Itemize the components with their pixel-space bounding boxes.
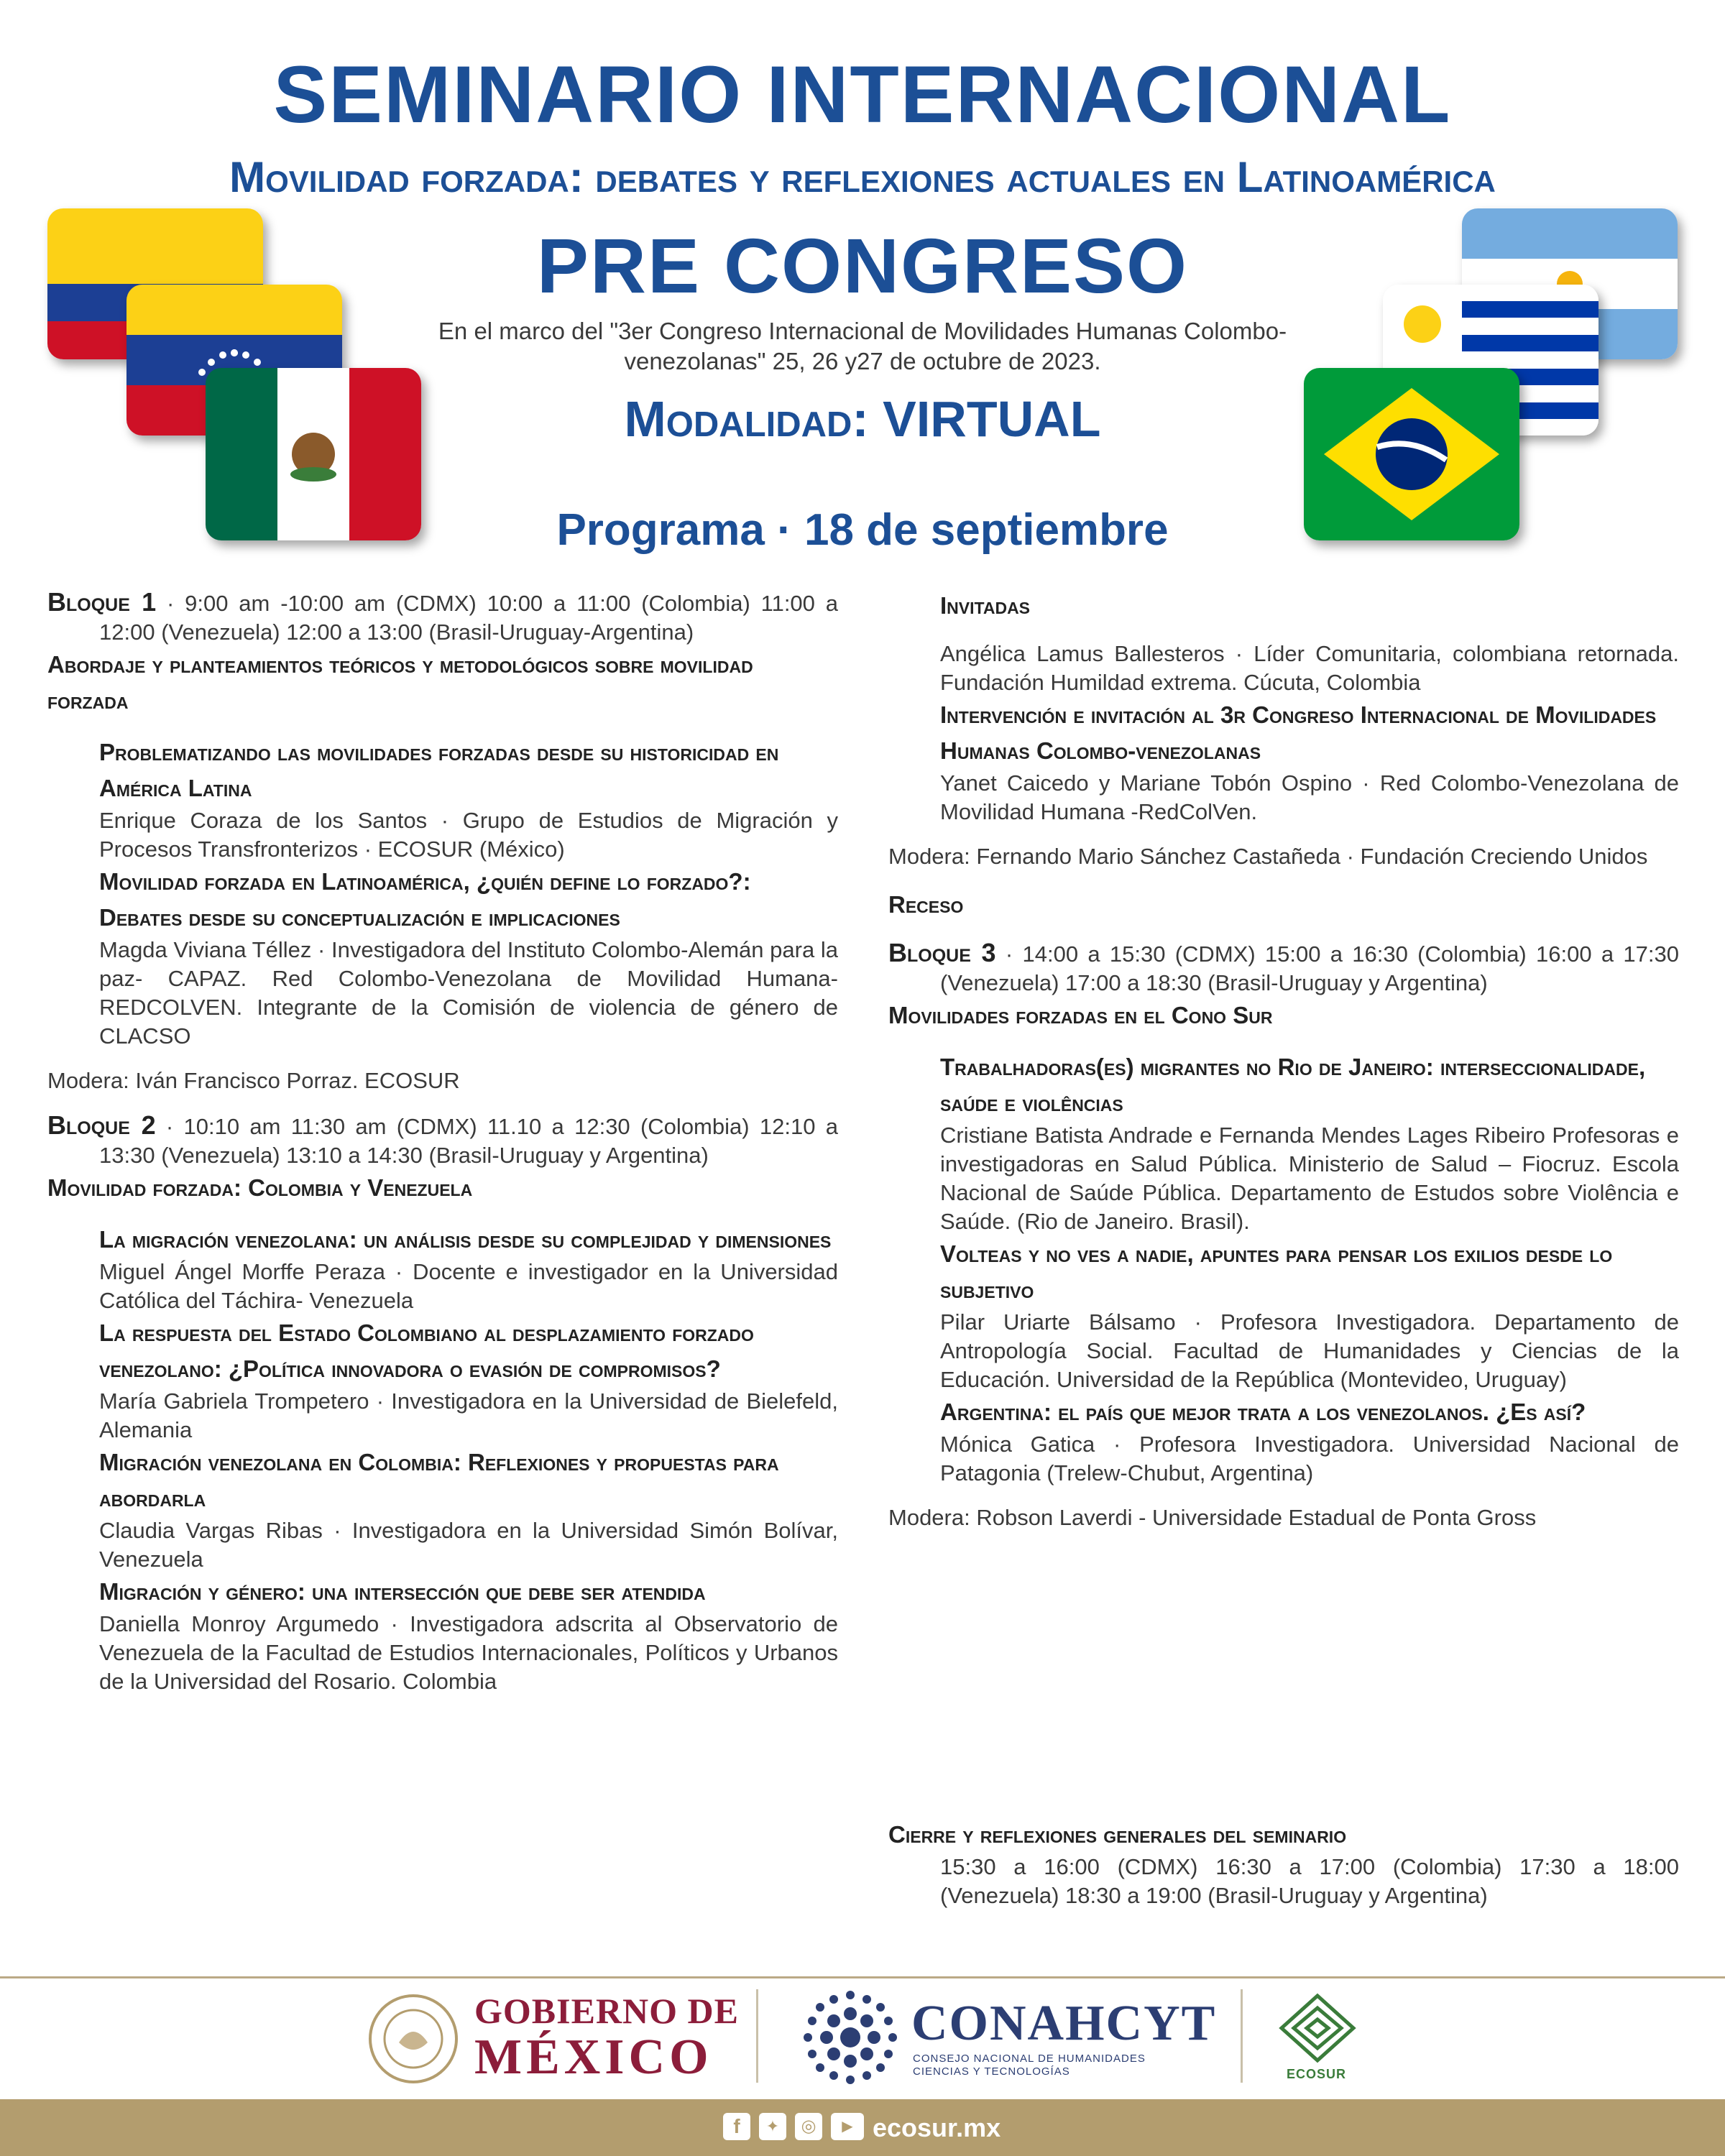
talk-speaker: Mónica Gatica · Profesora Investigadora. Universidad Nacional de Patagonia (Trelew-Chubut, Argentina) bbox=[940, 1432, 1679, 1485]
bloque2-header bbox=[47, 1111, 838, 1170]
program-left-column bbox=[47, 588, 838, 1696]
footer-separator bbox=[756, 1989, 758, 2083]
talk-speaker: Miguel Ángel Morffe Peraza · Docente e investigador en la Universidad Católica del Táchira- Venezuela bbox=[99, 1259, 838, 1313]
instagram-icon[interactable]: ◎ bbox=[795, 2113, 822, 2140]
bloque1-talk bbox=[47, 734, 838, 1051]
bloque2-label: Bloque 2 bbox=[47, 1110, 156, 1140]
talk-title: Volteas y no ves a nadie, apuntes para pensar los exilios desde lo subjetivo bbox=[940, 1240, 1613, 1303]
bloque1-theme: Abordaje y planteamientos teóricos y metodológicos sobre movilidad forzada bbox=[47, 651, 753, 714]
seminar-subtitle: Movilidad forzada: debates y reflexiones actuales en Latinoamérica bbox=[229, 153, 1496, 201]
bloque1-moderator: Modera: Iván Francisco Porraz. ECOSUR bbox=[47, 1068, 460, 1093]
bloque2-theme: Movilidad forzada: Colombia y Venezuela bbox=[47, 1174, 473, 1201]
receso-label: Receso bbox=[888, 891, 964, 918]
bloque3-schedule: · 14:00 a 15:30 (CDMX) 15:00 a 16:30 (Colombia) 16:00 a 17:30 (Venezuela) 17:00 a 18:30 (Brasil-Uruguay y Argentina) bbox=[940, 941, 1679, 995]
program-right-column bbox=[888, 588, 1679, 1532]
talk-title: La migración venezolana: un análisis desde su complejidad y dimensiones bbox=[99, 1226, 832, 1253]
bloque1-label: Bloque 1 bbox=[47, 587, 157, 617]
facebook-icon[interactable]: f bbox=[723, 2113, 750, 2140]
talk-speaker: Magda Viviana Téllez · Investigadora del Instituto Colombo-Alemán para la paz- CAPAZ. Red Colombo-Venezolana de Movilidad Humana-REDCOLVEN. Integrante de la Comisión de violencia de género de CLACSO bbox=[99, 937, 838, 1049]
talk-title: Argentina: el país que mejor trata a los venezolanos. ¿Es así? bbox=[940, 1399, 1586, 1425]
invitadas-section bbox=[888, 588, 1679, 826]
youtube-icon[interactable]: ▶ bbox=[831, 2113, 864, 2140]
gobierno-logo-line2: MÉXICO bbox=[474, 2030, 713, 2085]
talk-speaker: Enrique Coraza de los Santos · Grupo de Estudios de Migración y Procesos Transfronterizos · ECOSUR (México) bbox=[99, 808, 838, 862]
bloque1-header bbox=[47, 588, 838, 647]
conahcyt-logo-text: CONAHCYT bbox=[911, 1996, 1217, 2051]
cierre-schedule: 15:30 a 16:00 (CDMX) 16:30 a 17:00 (Colombia) 17:30 a 18:00 (Venezuela) 18:30 a 19:00 (Brasil-Uruguay y Argentina) bbox=[940, 1854, 1679, 1908]
modality-heading: Modalidad: VIRTUAL bbox=[624, 391, 1101, 447]
footer-separator bbox=[1241, 1989, 1243, 2083]
conahcyt-logo-icon bbox=[802, 1989, 898, 2086]
gobierno-logo-line1: GOBIERNO DE bbox=[474, 1991, 740, 2031]
talk-title: Migración venezolana en Colombia: Reflexiones y propuestas para abordarla bbox=[99, 1449, 779, 1511]
bloque2-moderator: Modera: Fernando Mario Sánchez Castañeda · Fundación Creciendo Unidos bbox=[888, 844, 1648, 869]
intervention-title: Intervención e invitación al 3r Congreso Internacional de Movilidades Humanas Colombo-venezolanas bbox=[940, 701, 1657, 764]
talk-title: La respuesta del Estado Colombiano al desplazamiento forzado venezolano: ¿Política innovadora o evasión de compromisos? bbox=[99, 1319, 754, 1382]
cierre-title: Cierre y reflexiones generales del seminario bbox=[888, 1821, 1347, 1848]
bloque3-moderator: Modera: Robson Laverdi - Universidade Estadual de Ponta Gross bbox=[888, 1505, 1537, 1530]
talk-title: Movilidad forzada en Latinoamérica, ¿quién define lo forzado?: Debates desde su conceptualización e implicaciones bbox=[99, 868, 751, 931]
event-context: En el marco del "3er Congreso Internacional de Movilidades Humanas Colombo-venezolanas" 25, 26 y27 de octubre de 2023. bbox=[438, 318, 1287, 374]
talk-speaker: Claudia Vargas Ribas · Investigadora en la Universidad Simón Bolívar, Venezuela bbox=[99, 1518, 838, 1572]
conahcyt-logo-subtitle: CONSEJO NACIONAL DE HUMANIDADES CIENCIAS Y TECNOLOGÍAS bbox=[913, 2053, 1146, 2078]
program-date-heading: Programa · 18 de septiembre bbox=[556, 505, 1169, 555]
talk-speaker: María Gabriela Trompetero · Investigadora en la Universidad de Bielefeld, Alemania bbox=[99, 1388, 838, 1442]
footer-divider bbox=[0, 1976, 1725, 1978]
invitadas-label: Invitadas bbox=[940, 592, 1031, 619]
talk-speaker: Daniella Monroy Argumedo · Investigadora adscrita al Observatorio de Venezuela de la Facultad de Estudios Internacionales, Políticos y Urbanos de la Universidad del Rosario. Colombia bbox=[99, 1611, 838, 1694]
seminar-title: SEMINARIO INTERNACIONAL bbox=[273, 50, 1452, 139]
twitter-icon[interactable]: ✦ bbox=[759, 2113, 786, 2140]
talk-speaker: Pilar Uriarte Bálsamo · Profesora Investigadora. Departamento de Antropología Social. Facultad de Humanidades y Ciencias de la Educación. Universidad de la República (Montevideo, Uruguay) bbox=[940, 1309, 1679, 1392]
mexico-seal-icon bbox=[367, 1992, 460, 2086]
guest-speaker: Angélica Lamus Ballesteros · Líder Comunitaria, colombiana retornada. Fundación Humildad extrema. Cúcuta, Colombia bbox=[940, 641, 1679, 695]
ecosur-logo-text: ECOSUR bbox=[1287, 2067, 1347, 2081]
bloque1-schedule: · 9:00 am -10:00 am (CDMX) 10:00 a 11:00 (Colombia) 11:00 a 12:00 (Venezuela) 12:00 a 13:00 (Brasil-Uruguay-Argentina) bbox=[99, 591, 838, 645]
talk-title: Trabalhadoras(es) migrantes no Rio de Janeiro: interseccionalidade, saúde e violências bbox=[940, 1054, 1646, 1116]
brazil-flag-icon bbox=[1304, 368, 1519, 540]
talk-title: Migración y género: una intersección que debe ser atendida bbox=[99, 1578, 706, 1605]
mexico-flag-icon bbox=[206, 368, 421, 540]
bloque2-schedule: · 10:10 am 11:30 am (CDMX) 11.10 a 12:30 (Colombia) 12:10 a 13:30 (Venezuela) 13:10 a 14:30 (Brasil-Uruguay y Argentina) bbox=[99, 1114, 838, 1168]
bloque2-talk bbox=[47, 1222, 838, 1696]
ecosur-logo-icon bbox=[1278, 1992, 1357, 2064]
bloque3-talk bbox=[888, 1049, 1679, 1488]
precongreso-heading: PRE CONGRESO bbox=[536, 222, 1189, 309]
bloque3-theme: Movilidades forzadas en el Cono Sur bbox=[888, 1002, 1273, 1028]
website-link[interactable]: ecosur.mx bbox=[873, 2113, 1001, 2142]
talk-title: Problematizando las movilidades forzadas desde su historicidad en América Latina bbox=[99, 739, 779, 801]
bloque3-header bbox=[888, 939, 1679, 998]
bloque3-label: Bloque 3 bbox=[888, 938, 996, 967]
cierre-section bbox=[888, 1817, 1679, 1910]
intervention-speaker: Yanet Caicedo y Mariane Tobón Ospino · Red Colombo-Venezolana de Movilidad Humana -RedColVen. bbox=[940, 770, 1679, 824]
talk-speaker: Cristiane Batista Andrade e Fernanda Mendes Lages Ribeiro Profesoras e investigadoras en Salud Pública. Ministerio de Salud – Fiocruz. Escola Nacional de Saúde Pública. Departamento de Estudos sobre Violência e Saúde. (Rio de Janeiro. Brasil). bbox=[940, 1123, 1679, 1234]
